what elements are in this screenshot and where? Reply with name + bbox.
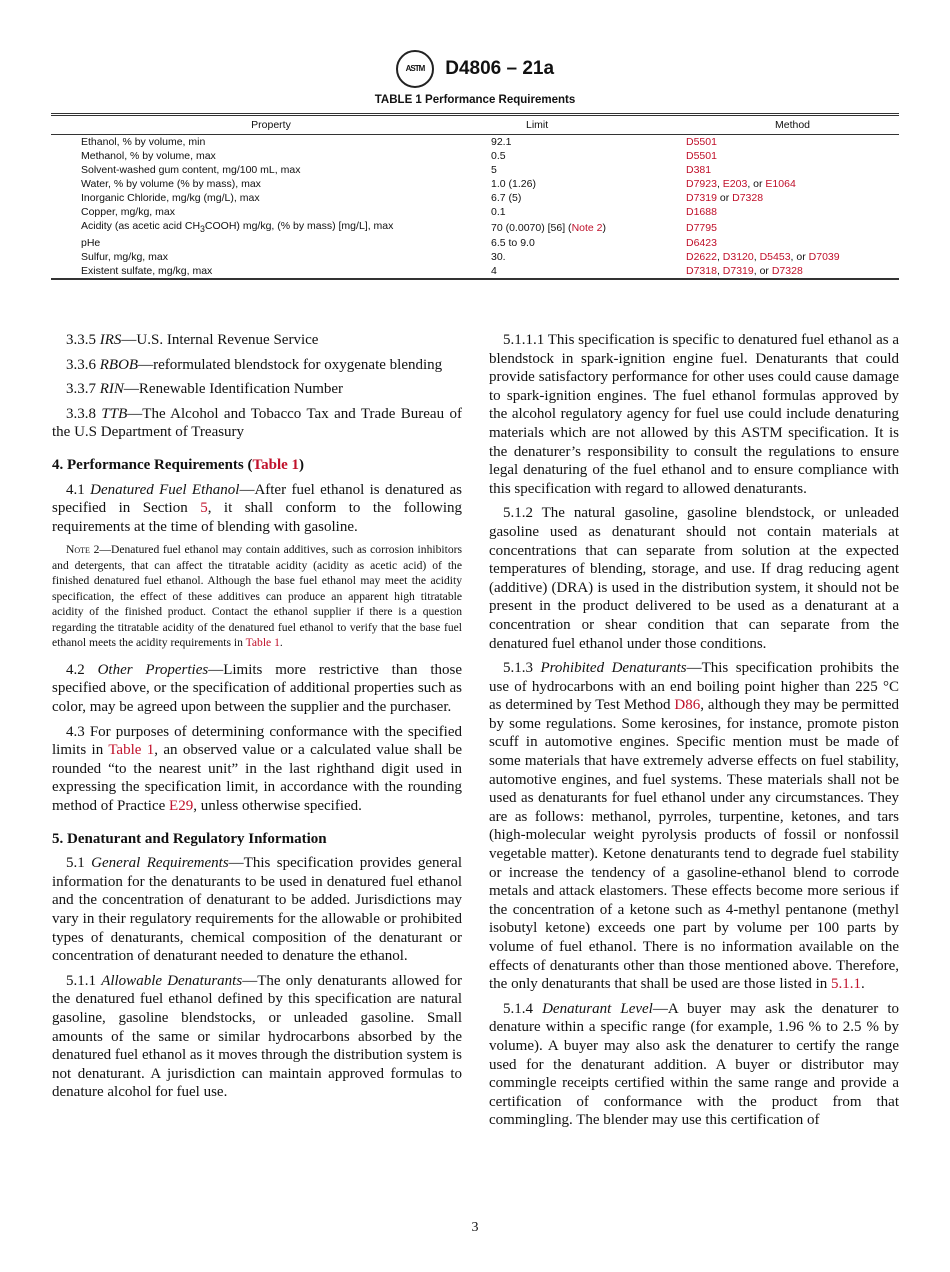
text: , it shall conform to the following requirements at the time of blending with gasoline. — [52, 500, 462, 535]
column-header-limit: Limit — [526, 119, 549, 131]
cross-reference-link[interactable]: D7319 — [722, 265, 754, 278]
cross-reference-link[interactable]: Note 2 — [571, 221, 603, 234]
text: 3.3.7 — [66, 381, 100, 398]
cell-property — [51, 264, 491, 279]
cell-method — [686, 264, 899, 279]
text: . — [861, 976, 865, 993]
cross-reference-link[interactable]: D86 — [674, 697, 701, 714]
cross-reference-link[interactable]: E1064 — [765, 178, 796, 190]
cell-limit — [491, 205, 686, 219]
column-header-method: Method — [774, 119, 811, 131]
text: , — [716, 178, 723, 190]
cross-reference-link[interactable]: 5 — [200, 500, 208, 517]
right-column — [489, 331, 899, 1136]
paragraph — [52, 331, 462, 350]
table-row — [51, 163, 899, 177]
text: 3.3.8 — [66, 405, 102, 422]
text: , or — [747, 178, 766, 190]
cell-property — [51, 205, 491, 219]
cell-limit — [491, 163, 686, 177]
cross-reference-link[interactable]: D7319 — [686, 192, 717, 204]
paragraph — [52, 854, 462, 966]
text: , although they may be permitted by some regulations. Some kerosines, for instance, promote piston scuff in automotive engines. Specific mention must be made of some materials that have extremely adverse effects on fuel stability, automotive engines, and fuel systems. These materials shall not be used as denaturants for fuel ethanol under any circumstances. They are as follows: methanol, pyrroles, turpentine, ketones, and tars (high-molecular weight pyrolysis products of fossil or nonfossil vegetable matter). Ketone denaturants tend to degrade fuel stability or increase the tendency of a gasoline-ethanol blend to corrode metals and attack elastomers. These effects become more serious if the concentration of a ketone such as 4-methyl pentanone (methyl isobutyl ketone) exceeds one part by volume per 100 parts by volume of fuel ethanol. There is no information available on the effects of denaturants other than those mentioned above. Therefore, the only denaturants that shall be used are those listed in — [489, 697, 900, 993]
text: 0.5 — [491, 150, 506, 162]
text: 30. — [491, 251, 506, 264]
text: Inorganic Chloride, mg/kg (mg/L), max — [81, 192, 260, 204]
column-header-property: Property — [251, 119, 291, 131]
cross-reference-link[interactable]: D381 — [686, 164, 712, 176]
cell-property — [51, 149, 491, 163]
performance-requirements-table — [51, 113, 899, 280]
cell-property — [51, 250, 491, 264]
cross-reference-link[interactable]: D5453 — [759, 251, 791, 264]
text: 0.1 — [491, 206, 506, 218]
cross-reference-link[interactable]: Table 1 — [108, 742, 155, 759]
text: Water, % by volume (% by mass), max — [81, 178, 261, 190]
italic-term: RIN — [99, 381, 124, 398]
text: —A buyer may ask the denaturer to denature within a specific range (for example, 1.96 % to 2.5 % by volume). A buyer may also ask the denaturer to certify the range used for the denaturant addition. A buyer or distributor may commingle receipts certified within the same range and provide a certification of conformance with the product from that commingling. The blender may use this certification of — [489, 1000, 899, 1129]
text: 4.2 — [66, 661, 98, 678]
paragraph — [489, 331, 899, 498]
cell-limit — [491, 219, 686, 236]
italic-term: Denaturant Level — [542, 1000, 653, 1017]
cell-property — [51, 219, 491, 236]
text: , an observed value or a calculated value shall be rounded “to the nearest unit” in the last righthand digit used in expressing the specification limit, in accordance with the rounding method of Practice — [52, 742, 463, 814]
text: 70 (0.0070) [56] ( — [491, 221, 572, 234]
cell-method — [686, 149, 899, 163]
cell-property — [51, 135, 491, 150]
cell-property — [51, 177, 491, 191]
cross-reference-link[interactable]: D7923 — [686, 178, 717, 190]
text: Existent sulfate, mg/kg, max — [81, 265, 213, 278]
table-title: TABLE 1 Performance Requirements — [374, 94, 576, 106]
cell-limit — [491, 264, 686, 279]
text: , — [753, 251, 760, 264]
paragraph — [52, 405, 462, 442]
paragraph — [489, 504, 899, 653]
cross-reference-link[interactable]: D7795 — [686, 221, 717, 234]
cell-method — [686, 191, 899, 205]
text: COOH) mg/kg, (% by mass) [mg/L], max — [204, 220, 394, 232]
text: , — [716, 265, 723, 278]
italic-term: Prohibited Denaturants — [540, 660, 687, 677]
table-row — [51, 264, 899, 279]
cross-reference-link[interactable]: E203 — [722, 178, 748, 190]
cross-reference-link[interactable]: D6423 — [686, 237, 717, 250]
text: Sulfur, mg/kg, max — [81, 251, 168, 264]
text: 5 — [491, 164, 497, 176]
subscript: 3 — [200, 224, 205, 235]
left-column — [52, 331, 462, 1108]
text: —After fuel ethanol is denatured as specified in Section — [52, 481, 462, 517]
table-row — [51, 205, 899, 219]
text: Copper, mg/kg, max — [81, 206, 175, 218]
paragraph — [52, 481, 462, 537]
cross-reference-link[interactable]: D7318 — [686, 265, 717, 278]
text: , — [716, 251, 723, 264]
cross-reference-link[interactable]: D7328 — [732, 192, 764, 204]
text: . — [279, 636, 283, 650]
text: —Renewable Identification Number — [123, 381, 344, 398]
table-row — [51, 191, 899, 205]
cell-limit — [491, 191, 686, 205]
text: Acidity (as acetic acid CH — [81, 220, 201, 232]
cell-method — [686, 135, 899, 150]
astm-logo-icon: ASTM — [396, 50, 434, 88]
note-label: Note — [66, 543, 90, 557]
page-number: 3 — [471, 1220, 479, 1235]
text: ) — [602, 221, 606, 234]
text: , or — [753, 265, 772, 278]
paragraph — [52, 972, 462, 1102]
cell-property — [51, 163, 491, 177]
cross-reference-link[interactable]: D5501 — [686, 136, 717, 148]
paragraph — [52, 380, 462, 399]
section-heading — [52, 456, 462, 475]
cell-method — [686, 250, 899, 264]
cross-reference-link[interactable]: D2622 — [686, 251, 717, 264]
text: 5. Denaturant and Regulatory Information — [52, 830, 327, 847]
cell-limit — [491, 177, 686, 191]
text: pHe — [81, 237, 101, 250]
text: 5.1.2 The natural gasoline, gasoline blendstock, or unleaded gasoline used as denaturant should not contain materials at concentrations that can separate from solution at the expected temperatures of blending, storage, and use. If drag reducing agent (additive) (DRA) is used in the distribution system, it should not be present in the product delivered to be used as a denaturant at a concentration or shear condition that can separate from the denatured fuel ethanol under those conditions. — [489, 505, 899, 652]
cross-reference-link[interactable]: D1688 — [686, 206, 717, 218]
text: —Limits more restrictive than those specified above, or the specification of additional properties such as color, may be agreed upon between the supplier and the purchaser. — [52, 661, 463, 716]
text: Ethanol, % by volume, min — [81, 136, 206, 148]
cross-reference-link[interactable]: Table 1 — [252, 456, 300, 473]
text: 5.1.1.1 This specification is specific to denatured fuel ethanol as a blendstock in spark-ignition engine fuel. Denaturants that could provide satisfactory performance for other uses could cause damage to spark-ignition engines. The fuel ethanol formulas approved by the alcohol regulatory agency for fuel use could include denaturing materials which are not allowed by this ASTM specification. It is the denaturer’s responsibility to consult the regulations to ensure legal denaturing of the fuel ethanol and to ensure compliance with this specification with regard to allowed denaturants. — [489, 332, 899, 497]
text: 92.1 — [491, 136, 512, 148]
note — [52, 542, 462, 651]
text: or — [716, 192, 733, 204]
text: 3.3.5 — [66, 332, 100, 348]
cell-limit — [491, 149, 686, 163]
italic-term: RBOB — [99, 356, 139, 373]
document-header — [0, 50, 950, 88]
text: 4.3 For purposes of determining conformance with the specified limits in — [52, 723, 462, 759]
italic-term: General Requirements — [91, 855, 229, 872]
cell-limit — [491, 135, 686, 150]
text: Solvent-washed gum content, mg/100 mL, max — [81, 164, 301, 176]
paragraph — [489, 1000, 899, 1130]
cross-reference-link[interactable]: D7039 — [808, 251, 840, 264]
cross-reference-link[interactable]: E29 — [169, 798, 194, 814]
paragraph — [52, 661, 462, 717]
table-row — [51, 149, 899, 163]
text: 5.1.3 — [503, 660, 541, 677]
text: ) — [299, 456, 305, 473]
cross-reference-link[interactable]: D7328 — [771, 265, 803, 278]
text: 3.3.6 — [66, 356, 100, 373]
text: 5.1.4 — [503, 1000, 543, 1017]
text: 4. Performance Requirements ( — [52, 456, 253, 473]
cross-reference-link[interactable]: Table 1 — [245, 636, 280, 650]
paragraph — [52, 356, 462, 375]
text: 5.1 — [66, 855, 92, 872]
paragraph — [52, 723, 462, 816]
cell-method — [686, 236, 899, 250]
text: 2—Denatured fuel ethanol may contain additives, such as corrosion inhibitors and detergents, that can affect the titratable acidity (acidity as acetic acid) of the finished denatured fuel ethanol. Although the base fuel ethanol may meet the acidity specification, the effect of these additives can produce an apparent high titratable acidity of the finished product. Contact the ethanol supplier if there is a question regarding the titratable acidity of the denatured fuel ethanol to verify that the base fuel ethanol meets the acidity requirements in — [52, 543, 462, 650]
text: —The only denaturants allowed for the denatured fuel ethanol defined by this specification are natural gasoline, gasoline blendstocks, or unleaded gasoline. Small amounts of the same or similar hydrocarbons absorbed by the denatured fuel ethanol as it moves through the distribution system is not denaturant. A jurisdiction can maintain approved formulas to denature alcohol for fuel use. — [52, 972, 463, 1101]
table-row — [51, 135, 899, 150]
text: 4 — [491, 265, 497, 278]
cell-limit — [491, 250, 686, 264]
text: Methanol, % by volume, max — [81, 150, 216, 162]
text: —The Alcohol and Tobacco Tax and Trade Bureau of the U.S Department of Treasury — [52, 405, 462, 441]
italic-term: Allowable Denaturants — [101, 972, 243, 989]
text: —U.S. Internal Revenue Service — [121, 332, 319, 348]
table-row — [51, 236, 899, 250]
text: , unless otherwise specified. — [193, 798, 362, 814]
table-row — [51, 219, 899, 236]
text: —This specification prohibits the use of hydrocarbons with an end boiling point higher than 225 °C as determined by Test Method — [489, 660, 899, 714]
text: —This specification provides general information for the denaturants to be used in denatured fuel ethanol and the concentration of denaturant to be added. Jurisdictions may vary in their regulatory requirements for the allowable or prohibited types of denaturants, chemical composition of the denaturant or concentration of denaturant needed to denature the ethanol. — [52, 855, 463, 965]
text: , or — [790, 251, 809, 264]
cross-reference-link[interactable]: D3120 — [722, 251, 754, 264]
cell-property — [51, 191, 491, 205]
designation: D4806 – 21a — [445, 58, 555, 80]
text: 1.0 (1.26) — [491, 178, 536, 190]
italic-term: TTB — [101, 405, 128, 422]
italic-term: Other Properties — [97, 661, 209, 678]
cross-reference-link[interactable]: 5.1.1 — [831, 976, 861, 993]
cell-method — [686, 163, 899, 177]
table-row — [51, 177, 899, 191]
cell-method — [686, 177, 899, 191]
cell-method — [686, 205, 899, 219]
text: 6.7 (5) — [491, 192, 522, 204]
italic-term: IRS — [99, 332, 122, 348]
paragraph — [489, 659, 899, 994]
section-heading — [52, 830, 462, 849]
cross-reference-link[interactable]: D5501 — [686, 150, 717, 162]
text: —reformulated blendstock for oxygenate blending — [138, 356, 443, 373]
text: 6.5 to 9.0 — [491, 237, 535, 250]
cell-method — [686, 219, 899, 236]
italic-term: Denatured Fuel Ethanol — [90, 481, 240, 498]
table-row — [51, 250, 899, 264]
cell-property — [51, 236, 491, 250]
text: 5.1.1 — [66, 972, 102, 989]
text: 4.1 — [66, 481, 91, 498]
cell-limit — [491, 236, 686, 250]
